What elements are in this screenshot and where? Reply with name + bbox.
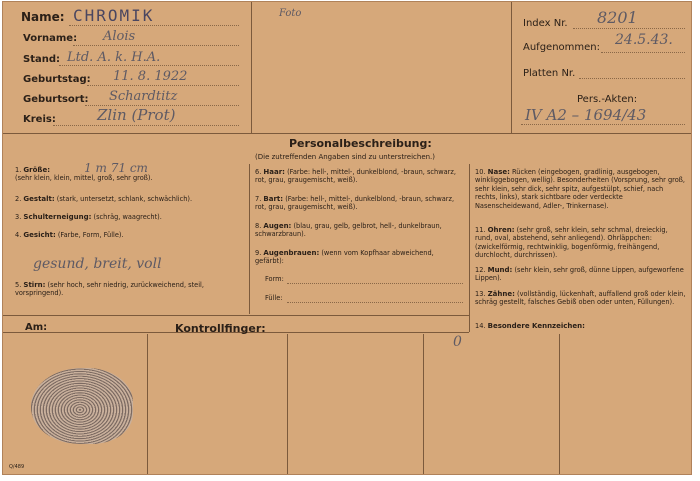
item-text: (Farbe: hell-, mittel-, dunkelblond, -braun, schwarz, rot, grau, graugemischt, weiß). (255, 168, 456, 185)
form-label: Form: (265, 275, 284, 283)
name-label: Name: (21, 10, 65, 24)
item-text: (blau, grau, gelb, gelbrot, hell-, dunkelbraun, schwarzbraun). (255, 222, 442, 239)
field-line (521, 124, 685, 125)
item-text: (schräg, waagrecht). (93, 213, 162, 221)
item-bart (255, 195, 463, 212)
item-label: Nase: (487, 168, 510, 176)
item-number: 1. (15, 166, 22, 174)
pers-akten-value: IV A2 – 1694/43 (525, 106, 647, 124)
field-line (287, 283, 463, 284)
item-text: (stark, untersetzt, schlank, schwächlich). (56, 195, 193, 203)
geburtsort-value: Schardtitz (109, 89, 178, 104)
item-augen (255, 222, 463, 239)
groesse-value: 1 m 71 cm (84, 161, 148, 175)
field-line (601, 52, 685, 53)
item-text: (wenn vom Kopfhaar abweichend, gefärbt): (255, 249, 434, 266)
vorname-value: Alois (103, 29, 136, 44)
item-number: 14. (475, 322, 486, 330)
field-line (53, 125, 239, 126)
form-code: Q/489 (9, 464, 25, 470)
field-line (59, 65, 239, 66)
platten-label: Platten Nr. (523, 68, 576, 79)
item-schulterneigung (15, 213, 241, 221)
fuelle-label: Fülle: (265, 294, 283, 302)
aufgenommen-value: 24.5.43. (615, 32, 673, 48)
finger-divider (559, 334, 560, 475)
index-value: 8201 (597, 8, 638, 27)
item-label: Schulterneigung: (23, 213, 92, 221)
stand-label: Stand: (23, 54, 61, 65)
item-gestalt (15, 195, 241, 203)
item-text: (sehr hoch, sehr niedrig, zurückweichend, steil, vorspringend). (15, 281, 204, 298)
item-number: 5. (15, 281, 22, 289)
item-number: 9. (255, 249, 262, 257)
field-line (73, 45, 239, 46)
item-zaehne (475, 290, 687, 307)
finger-divider (423, 334, 424, 475)
finger-divider (147, 334, 148, 475)
personal-subtitle: (Die zutreffenden Angaben sind zu unterstreichen.) (255, 153, 436, 161)
aufgenommen-label: Aufgenommen: (523, 42, 600, 53)
pers-akten-label: Pers.-Akten: (577, 94, 638, 105)
foto-label: Foto (279, 8, 302, 19)
item-gesicht (15, 231, 241, 239)
personal-record-card (2, 1, 692, 475)
item-stirn (15, 281, 241, 298)
item-label: Bart: (263, 195, 284, 203)
item-label: Besondere Kennzeichen: (487, 322, 585, 330)
item-augenbrauen (255, 249, 463, 266)
divider-v (511, 2, 512, 133)
geburtstag-value: 11. 8. 1922 (113, 69, 188, 84)
vorname-label: Vorname: (23, 33, 78, 44)
item-number: 6. (255, 168, 262, 176)
field-line (69, 25, 239, 26)
item-label: Haar: (263, 168, 285, 176)
item-text: (sehr klein, klein, mittel, groß, sehr groß). (15, 174, 153, 183)
zero-mark: 0 (453, 334, 462, 350)
item-text: (sehr klein, sehr groß, dünne Lippen, aufgeworfene Lippen). (475, 266, 684, 283)
item-mund (475, 266, 687, 283)
field-line (287, 302, 463, 303)
item-label: Zähne: (487, 290, 515, 298)
kreis-value: Zlin (Prot) (97, 106, 176, 124)
divider-h (3, 315, 469, 316)
item-number: 11. (475, 226, 486, 234)
field-line (573, 28, 685, 29)
divider-v (249, 164, 250, 314)
divider-h (3, 133, 692, 134)
item-ohren (475, 226, 687, 260)
item-label: Ohren: (487, 226, 515, 234)
item-number: 13. (475, 290, 486, 298)
item-number: 4. (15, 231, 22, 239)
divider-v (469, 164, 470, 332)
item-number: 7. (255, 195, 262, 203)
finger-divider (287, 334, 288, 475)
item-kennzeichen (475, 322, 687, 330)
item-number: 3. (15, 213, 22, 221)
am-label: Am: (25, 322, 48, 333)
item-label: Mund: (487, 266, 513, 274)
item-haar (255, 168, 463, 185)
fingerprint-image (31, 368, 133, 444)
kreis-label: Kreis: (23, 114, 56, 125)
name-value: CHROMIK (73, 6, 155, 25)
item-text: (vollständig, lückenhaft, auffallend groß oder klein, schräg gestellt, falsches Gebiß oben oder unten, Füllungen). (475, 290, 686, 307)
geburtsort-label: Geburtsort: (23, 94, 89, 105)
item-text: (Farbe, Form, Fülle). (57, 231, 124, 239)
gesicht-handwritten: gesund, breit, voll (33, 256, 162, 272)
field-line (579, 78, 685, 79)
item-label: Augenbrauen: (263, 249, 320, 257)
personal-title: Personalbeschreibung: (289, 137, 432, 150)
item-number: 2. (15, 195, 22, 203)
field-line (87, 85, 239, 86)
index-label: Index Nr. (523, 18, 568, 29)
item-label: Stirn: (23, 281, 46, 289)
item-label: Gestalt: (23, 195, 55, 203)
item-groesse (15, 161, 241, 183)
item-number: 8. (255, 222, 262, 230)
kontrollfinger-label: Kontrollfinger: (175, 322, 266, 335)
item-number: 10. (475, 168, 486, 176)
geburtstag-label: Geburtstag: (23, 74, 91, 85)
item-nase (475, 168, 687, 210)
item-label: Gesicht: (23, 231, 56, 239)
item-text: Rücken (eingebogen, gradlinig, ausgebogen, winkliggebogen, wellig). Besonderheiten (Vorsprung, sehr groß, sehr klein, sehr dick, sehr spitz, aufgestülpt, schief, nach rechts, links), stark sichtbare oder verdeckte Nasenscheidewand, Adler-, Trinkernase). (475, 168, 685, 210)
item-label: Augen: (263, 222, 292, 230)
item-number: 12. (475, 266, 486, 274)
item-label: Größe: (23, 166, 50, 174)
item-text: (sehr groß, sehr klein, sehr schmal, dreieckig, rund, oval, abstehend, sehr anliegend). Ohrläppchen: (zwickelförmig, rechtwinklig, bogenförmig, freihängend, durchlocht, durchrissen). (475, 226, 668, 260)
stand-value: Ltd. A. k. H.A. (67, 50, 161, 65)
divider-v (251, 2, 252, 133)
item-text: (Farbe: hell-, mittel-, dunkelblond, -braun, schwarz, rot, grau, graugemischt, weiß). (255, 195, 455, 212)
